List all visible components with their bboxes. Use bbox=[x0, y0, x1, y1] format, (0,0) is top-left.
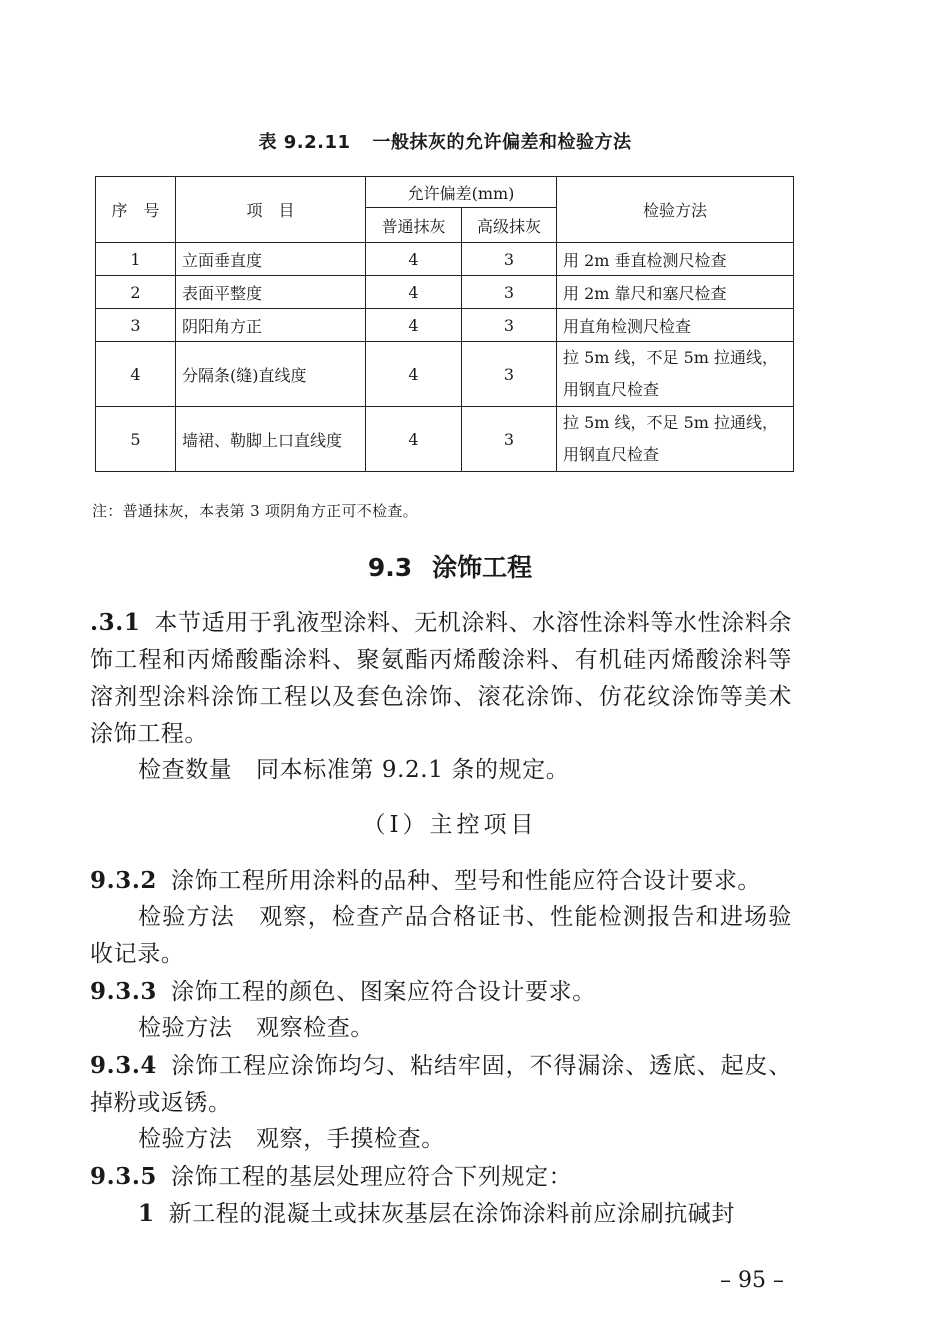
cell-item: 墙裙、勒脚上口直线度 bbox=[176, 407, 366, 472]
cell-normal: 4 bbox=[366, 309, 462, 342]
cell-item: 分隔条(缝)直线度 bbox=[176, 342, 366, 407]
header-seq: 序 号 bbox=[96, 177, 176, 243]
cell-seq: 1 bbox=[96, 243, 176, 276]
table-row bbox=[96, 309, 794, 342]
method-line: 拉 5m 线，不足 5m 拉通线， bbox=[563, 413, 779, 432]
clause-number: 9.3.3 bbox=[90, 978, 158, 1005]
inspection-method: 检验方法 观察，手摸检查。 bbox=[138, 1126, 445, 1152]
page-number: – 95 – bbox=[720, 1268, 784, 1293]
sub-heading: （Ⅰ）主控项目 bbox=[362, 812, 538, 838]
clause-9-3-1 bbox=[90, 604, 792, 753]
cell-item: 立面垂直度 bbox=[176, 243, 366, 276]
section-title bbox=[0, 548, 900, 584]
cell-seq: 3 bbox=[96, 309, 176, 342]
cell-normal: 4 bbox=[366, 407, 462, 472]
clause-number: 9.3.4 bbox=[90, 1052, 158, 1079]
check-quantity: 检查数量 同本标准第 9.2.1 条的规定。 bbox=[138, 757, 570, 783]
clause-text: 涂饰工程所用涂料的品种、型号和性能应符合设计要求。 bbox=[171, 868, 762, 894]
table-row bbox=[96, 276, 794, 309]
cell-advanced: 3 bbox=[462, 342, 557, 407]
cell-seq: 2 bbox=[96, 276, 176, 309]
cell-method: 用 2m 靠尺和塞尺检查 bbox=[557, 276, 794, 309]
method-line: 用钢直尺检查 bbox=[563, 445, 660, 464]
clause-9-3-3 bbox=[90, 973, 792, 1011]
section-name: 涂饰工程 bbox=[432, 553, 533, 582]
clause-9-3-5-item-1 bbox=[90, 1195, 792, 1233]
table-row bbox=[96, 342, 794, 407]
header-method: 检验方法 bbox=[557, 177, 794, 243]
clause-number: .3.1 bbox=[90, 609, 141, 636]
header-normal: 普通抹灰 bbox=[366, 208, 462, 243]
inspection-method: 检验方法 观察检查。 bbox=[138, 1015, 374, 1041]
clause-text: 涂饰工程应涂饰均匀、粘结牢固，不得漏涂、透底、起皮、掉粉或返锈。 bbox=[90, 1053, 792, 1116]
section-number: 9.3 bbox=[367, 553, 413, 582]
item-text: 新工程的混凝土或抹灰基层在涂饰涂料前应涂刷抗碱封 bbox=[168, 1201, 736, 1227]
cell-advanced: 3 bbox=[462, 276, 557, 309]
table-row bbox=[96, 243, 794, 276]
clause-text: 本节适用于乳液型涂料、无机涂料、水溶性涂料等水性涂料余饰工程和丙烯酸酯涂料、聚氨酯丙烯酸涂料、有机硅丙烯酸涂料等溶剂型涂料涂饰工程以及套色涂饰、滚花涂饰、仿花纹涂饰等美术涂饰工程。 bbox=[90, 610, 792, 747]
cell-method bbox=[557, 407, 794, 472]
item-number: 1 bbox=[138, 1200, 155, 1227]
tolerance-table bbox=[95, 176, 794, 472]
cell-method: 用直角检测尺检查 bbox=[557, 309, 794, 342]
clause-text: 涂饰工程的颜色、图案应符合设计要求。 bbox=[171, 979, 596, 1005]
cell-normal: 4 bbox=[366, 342, 462, 407]
method-line: 拉 5m 线，不足 5m 拉通线， bbox=[563, 348, 779, 367]
inspection-method: 检验方法 观察，检查产品合格证书、性能检测报告和进场验收记录。 bbox=[90, 904, 792, 967]
method-line: 用钢直尺检查 bbox=[563, 380, 660, 399]
cell-item: 表面平整度 bbox=[176, 276, 366, 309]
cell-advanced: 3 bbox=[462, 243, 557, 276]
table-number: 表 9.2.11 bbox=[258, 132, 351, 153]
table-row bbox=[96, 407, 794, 472]
header-advanced: 高级抹灰 bbox=[462, 208, 557, 243]
table-header-row bbox=[96, 177, 794, 208]
clause-9-3-4 bbox=[90, 1047, 792, 1122]
cell-normal: 4 bbox=[366, 243, 462, 276]
clause-9-3-2 bbox=[90, 862, 792, 900]
table-caption bbox=[0, 128, 890, 154]
cell-method: 用 2m 垂直检测尺检查 bbox=[557, 243, 794, 276]
clause-number: 9.3.5 bbox=[90, 1163, 158, 1190]
table-title: 一般抹灰的允许偏差和检验方法 bbox=[372, 132, 632, 153]
cell-seq: 5 bbox=[96, 407, 176, 472]
cell-normal: 4 bbox=[366, 276, 462, 309]
clause-9-3-5 bbox=[90, 1158, 792, 1196]
table-note: 注：普通抹灰，本表第 3 项阴角方正可不检查。 bbox=[92, 502, 418, 520]
cell-advanced: 3 bbox=[462, 309, 557, 342]
cell-advanced: 3 bbox=[462, 407, 557, 472]
clause-number: 9.3.2 bbox=[90, 867, 158, 894]
clause-text: 涂饰工程的基层处理应符合下列规定： bbox=[171, 1164, 573, 1190]
header-item: 项 目 bbox=[176, 177, 366, 243]
cell-method bbox=[557, 342, 794, 407]
cell-seq: 4 bbox=[96, 342, 176, 407]
header-tolerance: 允许偏差(mm) bbox=[366, 177, 557, 208]
cell-item: 阴阳角方正 bbox=[176, 309, 366, 342]
